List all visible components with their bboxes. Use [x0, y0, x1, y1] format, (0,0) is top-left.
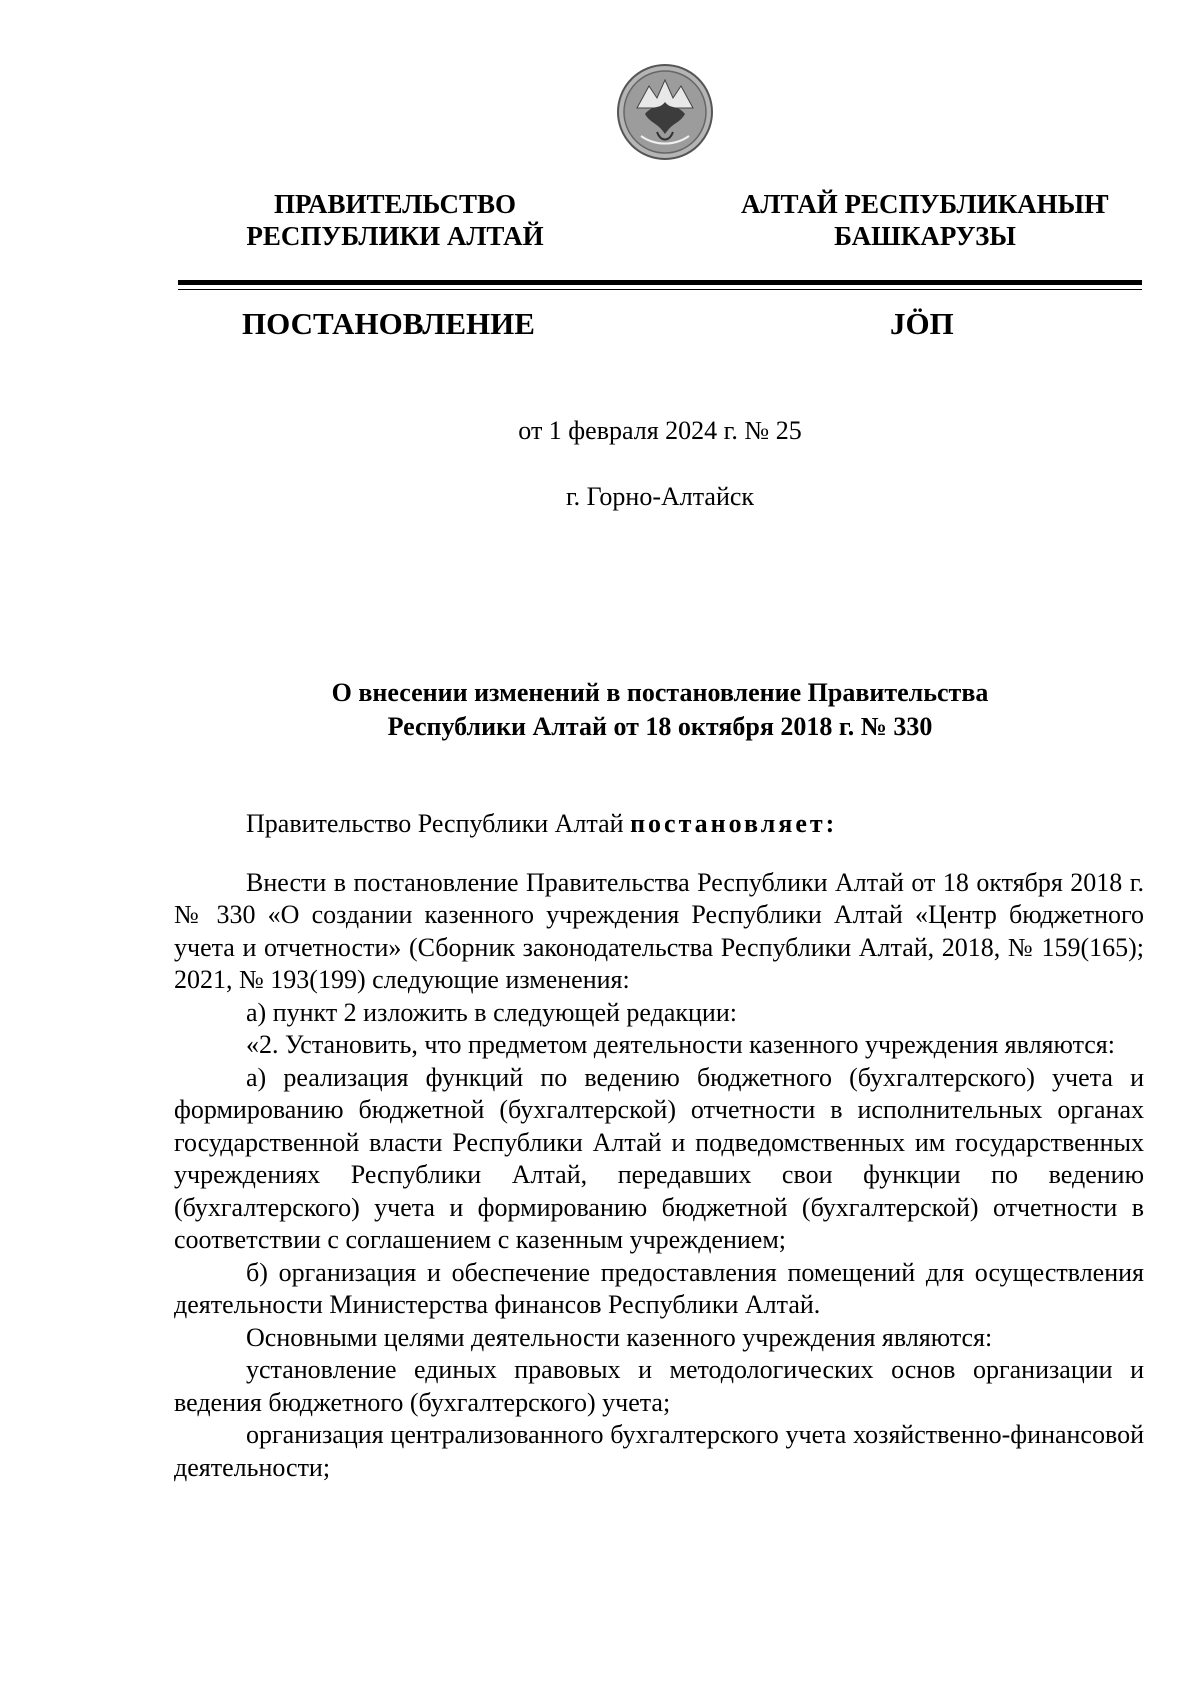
document-title: [190, 676, 1130, 744]
header-left-line1: ПРАВИТЕЛЬСТВО: [273, 189, 517, 219]
header-right: [720, 188, 1130, 252]
body-paragraph: «2. Установить, что предметом деятельности казенного учреждения являются:: [246, 1030, 1115, 1059]
decree-type-ru: ПОСТАНОВЛЕНИЕ: [242, 306, 535, 341]
body-paragraph: Внести в постановление Правительства Республики Алтай от 18 октября 2018 г. № 330 «О создании казенного учреждения Республики Алтай «Центр бюджетного учета и отчетности» (Сборник законодательства Республики Алтай, 2018, № 159(165); 2021, № 193(199) следующие изменения:: [174, 867, 1144, 994]
header-left-line2: РЕСПУБЛИКИ АЛТАЙ: [246, 221, 544, 251]
header-divider-thick: [178, 280, 1142, 285]
decree-city: г. Горно-Алтайск: [565, 482, 755, 511]
government-resolves: [174, 808, 1144, 841]
body-paragraph: а) реализация функций по ведению бюджетного (бухгалтерского) учета и формированию бюджетной (бухгалтерской) отчетности в исполнительных органах государственной власти Республики Алтай и подведомственных им государственных учреждениях Республики Алтай, передавших свои функции по ведению (бухгалтерского) учета и формированию бюджетной (бухгалтерской) отчетности в соответствии с соглашением с казенным учреждением;: [174, 1062, 1144, 1254]
emblem-graphic: [615, 62, 715, 162]
body-paragraph: б) организация и обеспечение предоставления помещений для осуществления деятельности Министерства финансов Республики Алтай.: [174, 1257, 1144, 1319]
body-paragraph: установление единых правовых и методологических основ организации и ведения бюджетного (бухгалтерского) учета;: [174, 1355, 1144, 1417]
document-body: [174, 808, 1144, 1484]
republic-altai-emblem-icon: [615, 62, 715, 162]
decree-type-alt: JӦП: [890, 306, 954, 341]
header-right-line1: АЛТАЙ РЕСПУБЛИКАНЫҤ: [740, 189, 1110, 219]
body-paragraph: а) пункт 2 изложить в следующей редакции:: [246, 997, 737, 1027]
government-name: Правительство Республики Алтай: [246, 809, 624, 838]
body-paragraph: организация централизованного бухгалтерского учета хозяйственно-финансовой деятельности;: [174, 1420, 1144, 1482]
document-title-line2: Республики Алтай от 18 октября 2018 г. № 330: [387, 712, 933, 741]
header-left: [190, 188, 600, 252]
resolves-word: постановляет:: [630, 809, 838, 838]
body-paragraph: Основными целями деятельности казенного учреждения являются:: [246, 1322, 993, 1352]
header-right-line2: БАШКАРУЗЫ: [834, 221, 1016, 251]
decree-date-number: от 1 февраля 2024 г. № 25: [518, 416, 802, 445]
header-divider-thin: [178, 289, 1142, 290]
document-title-line1: О внесении изменений в постановление Правительства: [331, 678, 989, 707]
